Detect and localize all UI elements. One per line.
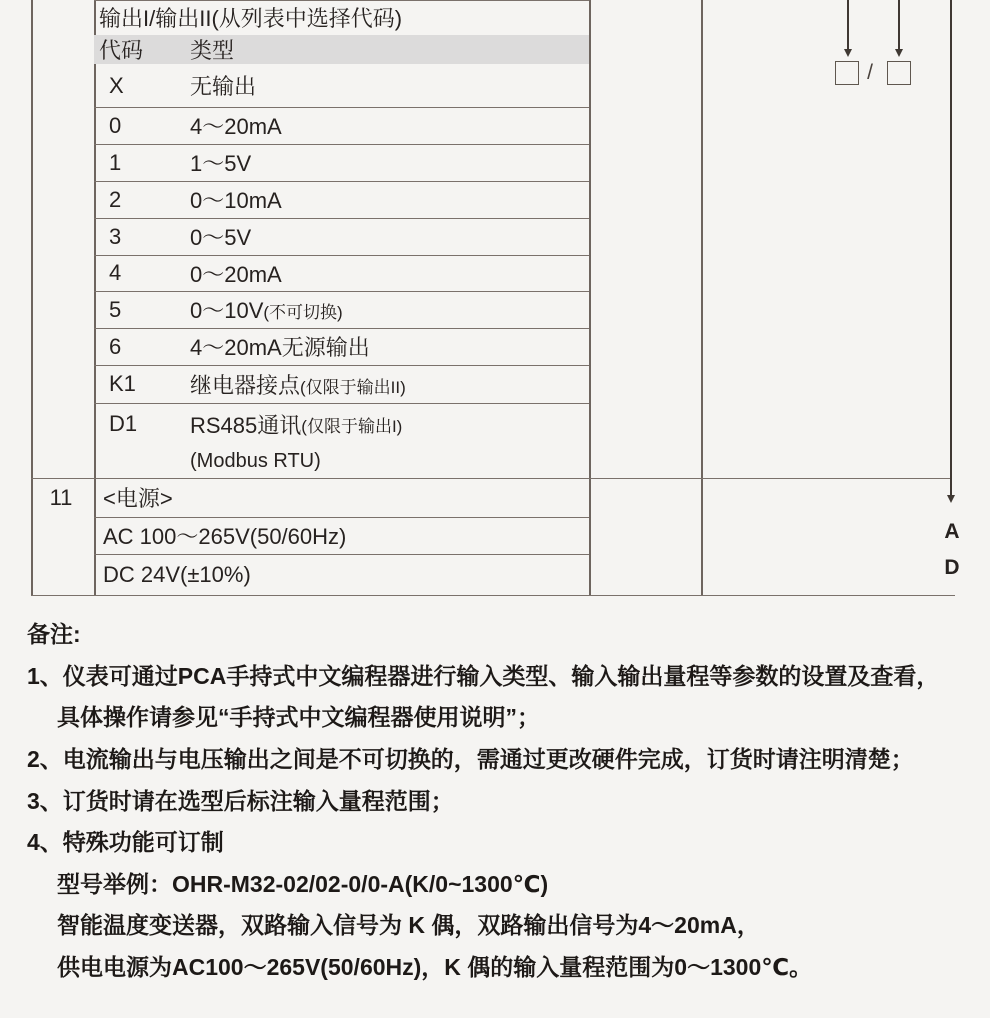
- table-row: [94, 291, 589, 328]
- table-content-right-divider: [589, 0, 591, 596]
- arrow-down-icon: [847, 0, 849, 50]
- row-number-11: 11: [49, 484, 73, 510]
- table-row: [94, 144, 589, 181]
- header-type: 类型: [190, 38, 235, 63]
- code-cell: 1: [109, 149, 122, 175]
- power-label-row: <电源>: [103, 486, 173, 511]
- table-header-row: [94, 35, 589, 64]
- note-line: 4、特殊功能可订制: [27, 829, 224, 856]
- type-cell: [190, 110, 589, 141]
- type-label: 无输出: [190, 74, 257, 99]
- type-cell: [190, 331, 589, 362]
- code-cell: 4: [109, 260, 122, 285]
- power-code-a: A: [944, 520, 960, 543]
- type-cell: [190, 294, 589, 325]
- note-line: 供电电源为AC100～265V(50/60Hz)，K 偶的输入量程范围为0～1300℃。: [57, 954, 813, 981]
- type-label: 继电器接点: [190, 372, 301, 398]
- power-arrow-down-icon: [950, 0, 952, 495]
- power-arrow-head-icon: [947, 495, 955, 503]
- table-row: [94, 181, 589, 218]
- power-option-dc: DC 24V(±10%): [103, 561, 251, 587]
- code-cell: 6: [109, 333, 122, 359]
- code-cell: 2: [109, 186, 122, 212]
- code-cell: 3: [109, 223, 122, 249]
- type-note: (不可切换): [263, 303, 343, 322]
- arrow-down-icon: [898, 0, 900, 50]
- slash-separator: /: [867, 61, 873, 84]
- type-label: 0～10V: [190, 298, 264, 323]
- type-label: 0～10mA: [190, 188, 282, 213]
- code-cell: D1: [109, 411, 138, 436]
- type-label: 4～20mA: [190, 114, 282, 139]
- note-line: 智能温度变送器，双路输入信号为 K 偶，双路输出信号为4～20mA，: [57, 912, 760, 939]
- table-row: [94, 218, 589, 255]
- type-cell: [190, 70, 589, 101]
- note-line: 具体操作请参见“手持式中文编程器使用说明”；: [57, 704, 540, 731]
- note-line: 型号举例：OHR-M32-02/02-0/0-A(K/0~1300℃): [57, 870, 549, 897]
- output-section-title: 输出I/输出II(从列表中选择代码): [99, 6, 403, 31]
- note-line: 1、仪表可通过PCA手持式中文编程器进行输入类型、输入输出量程等参数的设置及查看，: [27, 662, 940, 689]
- table-row: [94, 107, 589, 144]
- code-cell: X: [109, 72, 124, 98]
- power-code-d: D: [944, 556, 960, 579]
- type-line-2: (Modbus RTU): [190, 449, 321, 472]
- power-option-ac: AC 100～265V(50/60Hz): [103, 524, 347, 549]
- type-label: 0～20mA: [190, 261, 282, 287]
- notes-section: [27, 612, 985, 986]
- header-code: 代码: [99, 38, 144, 63]
- table-row: [94, 255, 589, 291]
- arrow-down-head-icon: [895, 49, 903, 57]
- note-line: 2、电流输出与电压输出之间是不可切换的，需通过更改硬件完成，订货时请注明清楚；: [27, 746, 914, 773]
- type-cell: [190, 147, 589, 178]
- table-row: [94, 64, 589, 107]
- type-label: 4～20mA无源输出: [190, 335, 370, 360]
- arrow-down-head-icon: [844, 49, 852, 57]
- type-cell: [190, 403, 589, 477]
- notes-heading: 备注:: [27, 621, 81, 648]
- type-label: RS485通讯: [190, 412, 302, 438]
- table-code-column-divider: [701, 0, 703, 596]
- type-note: (仅限于输出I): [301, 416, 403, 436]
- table-bottom-border: [31, 595, 955, 596]
- type-label: 0～5V: [190, 225, 252, 250]
- table-row: [94, 328, 589, 365]
- type-line-1: [190, 403, 589, 445]
- code-cell: 0: [109, 112, 122, 138]
- note-line: 3、订货时请在选型后标注输入量程范围；: [27, 787, 454, 814]
- type-cell: [190, 258, 589, 289]
- type-cell: [190, 184, 589, 215]
- table-row: [94, 365, 589, 403]
- type-cell: [190, 221, 589, 252]
- type-cell: [190, 369, 589, 400]
- type-note: (仅限于输出II): [300, 377, 406, 397]
- table-row: [94, 403, 589, 478]
- output1-code-box: [835, 61, 859, 85]
- output2-code-box: [887, 61, 911, 85]
- type-label: 1～5V: [190, 151, 252, 176]
- code-cell: K1: [109, 371, 136, 396]
- code-cell: 5: [109, 296, 122, 322]
